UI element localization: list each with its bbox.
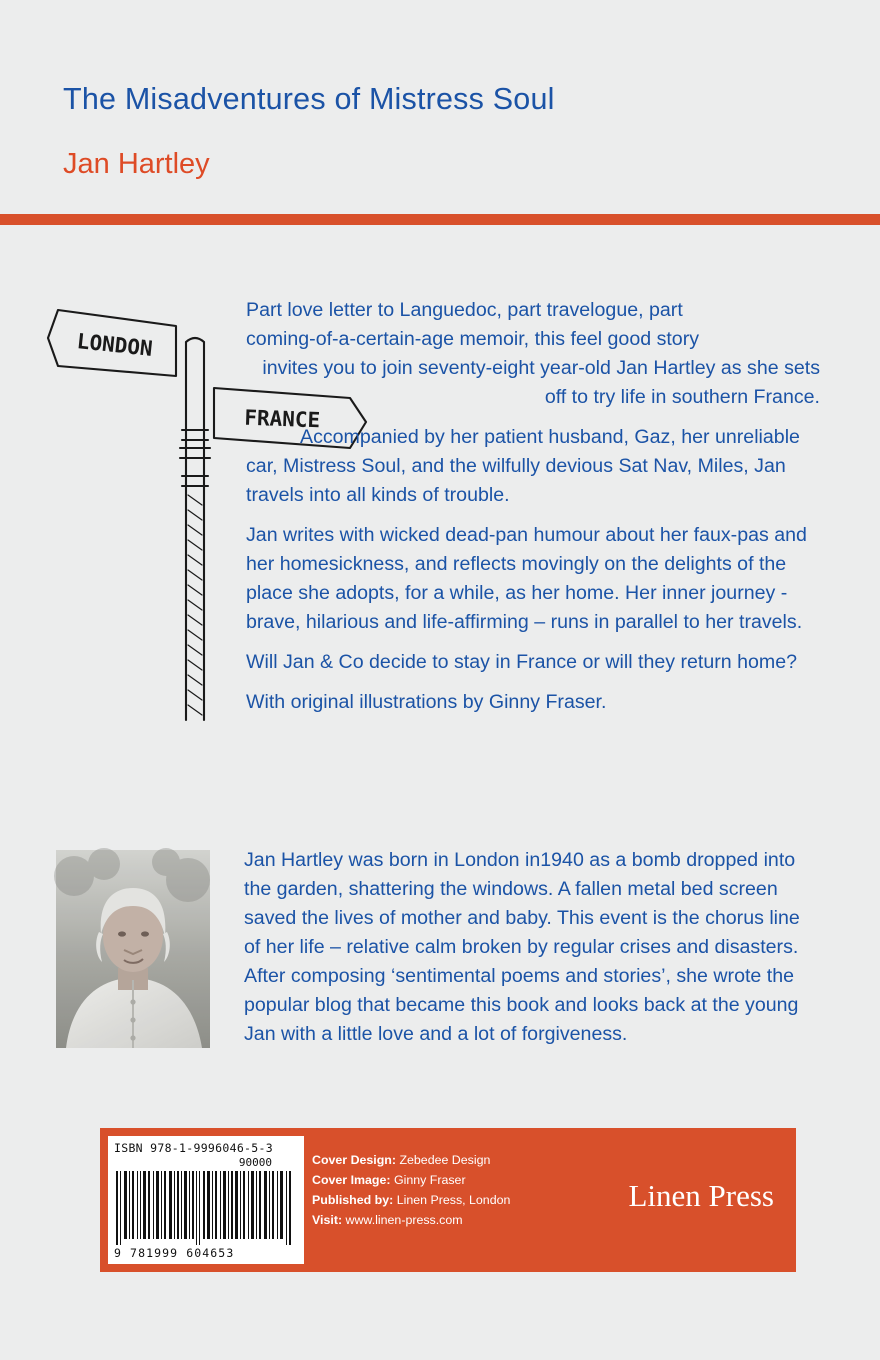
blurb-paragraph-5: With original illustrations by Ginny Fraser. — [246, 690, 607, 713]
blurb-paragraph-3: Jan writes with wicked dead-pan humour about her faux-pas and her homesickness, and reflects movingly on the delights of the place she adopts, for a while, as her home. Her inner journey - brave, hilarious and life-affirming – runs in parallel to her travels. — [246, 523, 807, 633]
author-bio-block — [56, 846, 820, 1052]
accent-divider — [0, 214, 880, 225]
credit-value: Linen Press, London — [396, 1193, 511, 1208]
credit-key: Cover Design: — [312, 1153, 396, 1167]
ean-digits: 9 781999 604653 — [114, 1246, 235, 1260]
avatar — [56, 850, 210, 1048]
credit-row — [312, 1190, 572, 1210]
cover-credits — [312, 1150, 572, 1230]
barcode-icon — [114, 1171, 298, 1245]
author-portrait-photo — [56, 850, 210, 1048]
publisher-logo-text: Linen Press — [628, 1178, 774, 1213]
signpost-illustration — [44, 280, 321, 740]
credit-row-website[interactable] — [312, 1210, 572, 1230]
blurb-p1-line2: coming-of-a-certain-age memoir, this feel good story — [246, 327, 700, 350]
barcode-block — [108, 1136, 304, 1264]
blurb-paragraph-4: Will Jan & Co decide to stay in France or will they return home? — [246, 650, 798, 673]
credit-value: Ginny Fraser — [393, 1173, 466, 1188]
price-code: 90000 — [238, 1156, 272, 1169]
blurb — [243, 296, 820, 728]
sign-label-france: FRANCE — [243, 405, 321, 433]
credit-key: Visit: — [312, 1213, 343, 1228]
isbn-label: ISBN — [114, 1141, 143, 1155]
isbn-line — [114, 1141, 298, 1155]
barcode-bars — [114, 1171, 298, 1245]
credit-row — [312, 1150, 572, 1170]
isbn-value: 978-1-9996046-5-3 — [150, 1141, 273, 1155]
credit-key: Published by: — [312, 1193, 394, 1208]
author-name: Jan Hartley — [63, 148, 210, 180]
sign-label-london: LONDON — [75, 329, 154, 361]
cover-footer — [100, 1128, 796, 1272]
credit-row — [312, 1170, 572, 1190]
blurb-p1-rest: invites you to join seventy-eight year-old Jan Hartley as she sets off to try life in southern France. — [262, 356, 820, 408]
page-title: The Misadventures of Mistress Soul — [63, 82, 555, 116]
blurb-paragraph-1 — [246, 296, 820, 412]
blurb-paragraph-2: Accompanied by her patient husband, Gaz, her unreliable car, Mistress Soul, and the wilfully devious Sat Nav, Miles, Jan travels into all kinds of trouble. — [246, 425, 800, 506]
credit-key: Cover Image: — [312, 1173, 391, 1188]
credit-value: Zebedee Design — [399, 1153, 491, 1167]
cover-header — [0, 0, 880, 214]
signpost-icon — [44, 280, 321, 740]
publisher-website-link[interactable]: www.linen-press.com — [345, 1213, 463, 1228]
author-bio-text: Jan Hartley was born in London in1940 as a bomb dropped into the garden, shattering the windows. A fallen metal bed screen saved the lives of mother and baby. This event is the chorus line of her life – relative calm broken by regular crises and disasters. After composing ‘sentimental poems and stories’, she wrote the popular blog that became this book and looks back at the young Jan with a little love and a lot of forgiveness. — [244, 849, 800, 1045]
blurb-p1-line1: Part love letter to Languedoc, part travelogue, part — [246, 299, 683, 321]
